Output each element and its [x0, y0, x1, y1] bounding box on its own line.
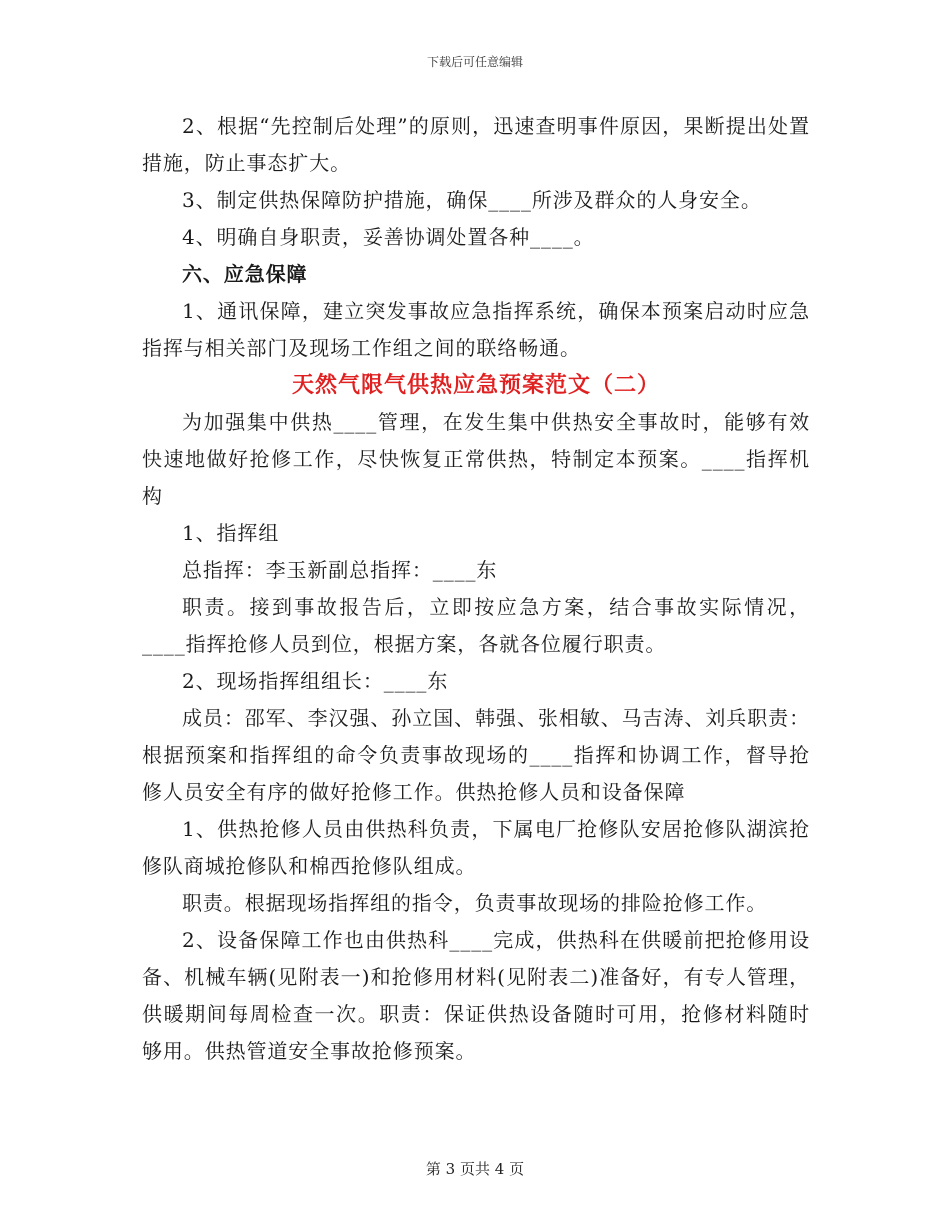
section-heading: 六、应急保障 — [182, 262, 308, 286]
paragraph: 1、供热抢修人员由供热科负责，下属电厂抢修队安居抢修队湖滨抢修队商城抢修队和棉西抢修队组成。 — [142, 817, 810, 878]
page-number: 第 3 页共 4 页 — [425, 1160, 525, 1178]
paragraph: 2、设备保障工作也由供热科____完成，供热科在供暖前把抢修用设备、机械车辆(见附表一)和抢修用材料(见附表二)准备好，有专人管理，供暖期间每周检查一次。职责：保证供热设备随时可用，抢修材料随时够用。供热管道安全事故抢修预案。 — [142, 928, 810, 1063]
header-note: 下载后可任意编辑 — [426, 55, 523, 69]
paragraph: 为加强集中供热____管理，在发生集中供热安全事故时，能够有效快速地做好抢修工作，尽快恢复正常供热，特制定本预案。____指挥机构 — [142, 410, 810, 508]
document-title: 天然气限气供热应急预案范文（二） — [291, 372, 660, 398]
paragraph: 1、通讯保障，建立突发事故应急指挥系统，确保本预案启动时应急指挥与相关部门及现场工作组之间的联络畅通。 — [142, 299, 810, 360]
paragraph: 职责。接到事故报告后，立即按应急方案，结合事故实际情况，____指挥抢修人员到位，根据方案，各就各位履行职责。 — [142, 595, 810, 656]
paragraph: 4、明确自身职责，妥善协调处置各种____。 — [182, 225, 595, 249]
paragraph: 1、指挥组 — [182, 521, 280, 545]
paragraph: 2、根据“先控制后处理”的原则，迅速查明事件原因，果断提出处置措施，防止事态扩大。 — [142, 114, 810, 175]
paragraph: 成员：邵军、李汉强、孙立国、韩强、张相敏、马吉涛、刘兵职责：根据预案和指挥组的命令负责事故现场的____指挥和协调工作，督导抢修人员安全有序的做好抢修工作。供热抢修人员和设备保障 — [142, 706, 810, 804]
paragraph: 职责。根据现场指挥组的指令，负责事故现场的排险抢修工作。 — [182, 891, 768, 915]
paragraph: 2、现场指挥组组长：____东 — [182, 669, 449, 693]
paragraph: 3、制定供热保障防护措施，确保____所涉及群众的人身安全。 — [182, 188, 762, 212]
document-body — [142, 108, 810, 1070]
paragraph: 总指挥：李玉新副总指挥：____东 — [182, 558, 498, 582]
